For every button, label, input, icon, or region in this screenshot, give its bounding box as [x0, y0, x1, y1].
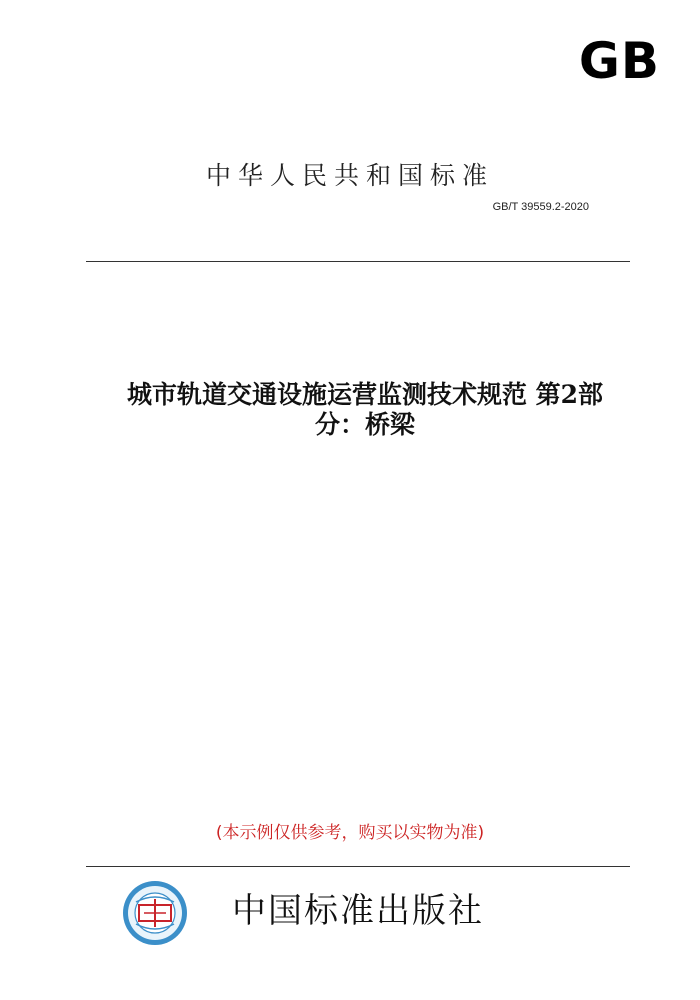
document-title	[60, 380, 670, 440]
bottom-divider	[86, 866, 630, 867]
publisher-seal-icon	[122, 880, 188, 946]
top-divider	[86, 261, 630, 262]
document-title-line-1: 城市轨道交通设施运营监测技术规范 第2部	[126, 380, 604, 409]
standard-code: GB/T 39559.2-2020	[492, 201, 589, 213]
publisher-seal-graphic	[122, 880, 188, 946]
gb-logo: GB	[578, 32, 660, 90]
publisher-name: 中国标准出版社	[232, 891, 484, 931]
document-title-line-2: 分：桥梁	[314, 410, 415, 439]
standard-type-title: 中华人民共和国标准	[205, 161, 494, 190]
sample-notice: (本示例仅供参考，购买以实物为准)	[215, 823, 485, 843]
